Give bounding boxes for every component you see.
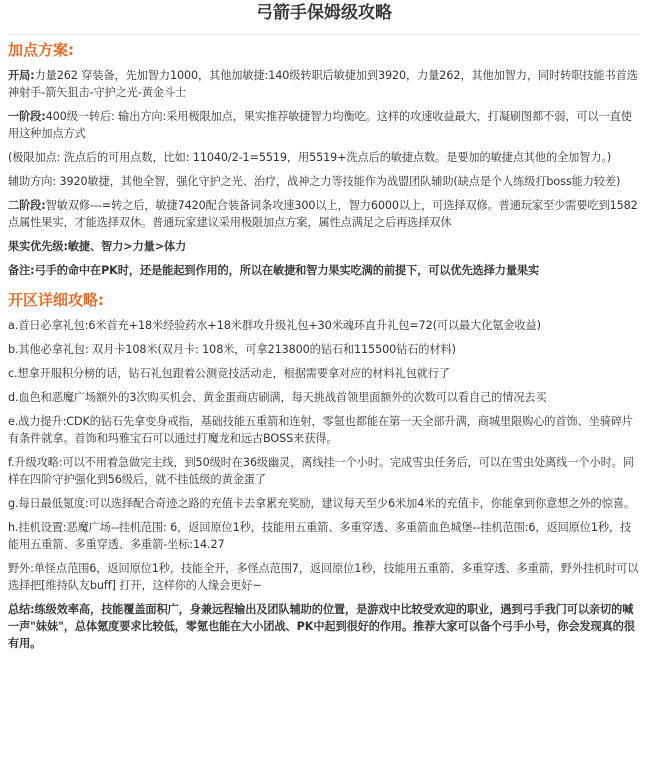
label-start: 开局: <box>8 69 35 82</box>
paragraph-start <box>8 67 640 101</box>
guide-item-b: b.其他必拿礼包: 双月卡108米(双月卡: 108米，可拿213800的钻石和115500钻石的材料) <box>8 343 456 356</box>
guide-item-e: e.战力提升:CDK的钻石先拿变身戒指，基础技能五重箭和连射，零氪也都能在第一天全部升满，商城里限购心的首饰、坐骑碎片有条件就拿。首饰和玛雅宝石可以通过打魔龙和远古BOSS来获得。 <box>8 415 634 445</box>
guide-item-g: g.每日最低氪度:可以选择配合奇迹之路的充值卡去拿累充奖励，建议每天至少6米加4米的充值卡，你能拿到你意想之外的惊喜。 <box>8 497 635 510</box>
title-divider <box>8 34 640 35</box>
paragraph-note <box>8 262 640 279</box>
paragraph-stage-one <box>8 108 640 142</box>
text-stage-one: 400级一转后: 输出方向:采用极限加点，果实推荐敏捷智力均衡吃。这样的攻速收益最大，打凝刷图都不弱，可以一直使用这种加点方式 <box>8 110 632 140</box>
section-heading-points: 加点方案: <box>8 41 74 59</box>
guide-item-field: 野外:单怪点范围6，返回原位1秒，技能全开，多怪点范围7，返回原位1秒，技能用五重箭、多重穿透、多重箭，野外挂机时可以选择把[维持队友buff] 打开，这样你的人缘会更好~ <box>8 562 639 592</box>
paragraph-limit-points: (极限加点: 洗点后的可用点数，比如: 11040/2-1=5519，用5519+洗点后的敏捷点数。是要加的敏捷点其他的全加智力。) <box>8 151 612 164</box>
guide-item-f: f.升级攻略:可以不用着急做完主线，到50级时在36级幽灵，离线挂一个小时。完成雪虫任务后，可以在雪虫处离线一个小时。同样在四阶守护强化到56级后，就不挂低级的黄金蛋了 <box>8 456 634 486</box>
guide-item-h: h.挂机设置:恶魔广场--挂机范围: 6，返回原位1秒，技能用五重箭、多重穿透、多重箭血色城堡--挂机范围:6，返回原位1秒，技能用五重箭、多重穿透、多重箭-坐标:14.27 <box>8 521 632 551</box>
text-start: 力量262 穿装备，先加智力1000，其他加敏捷:140级转职后敏捷加到3920，力量262，其他加智力，同时转职技能书首选神射手-箭矢狙击-守护之光-黄金斗士 <box>8 69 638 99</box>
paragraph-support: 辅助方向: 3920敏捷，其他全智，强化守护之光、治疗，战神之力等技能作为战盟团队辅助(缺点是个人练级打boss能力较差) <box>8 175 621 188</box>
text-note: 弓手的命中在PK时，还是能起到作用的，所以在敏捷和智力果实吃满的前提下，可以优先选择力量果实 <box>34 264 540 277</box>
guide-item-d: d.血色和恶魔广场额外的3次购买机会、黄金蛋商店刷满，每天挑战首领里面额外的次数可以看自己的情况去买 <box>8 391 547 404</box>
paragraph-stage-two <box>8 197 640 231</box>
text-stage-two: 智敏双修---=转之后，敏捷7420配合装备词条攻速300以上，智力6000以上，可选择双修。普通玩家至少需要吃到1582点属性果实，才能选择双休。普通玩家建议采用极限加点方案，属性点满足之后再选择双休 <box>8 199 638 229</box>
label-note: 备注: <box>8 264 35 277</box>
paragraph-summary: 总结:练级效率高，技能覆盖面积广，身兼远程输出及团队辅助的位置，是游戏中比较受欢迎的职业，遇到弓手我门可以亲切的喊一声"妹妹"，总体氪度要求比较低，零氪也能在大小团战、PK中起到很好的作用。推荐大家可以备个弓手小号，你会发现真的很有用。 <box>8 603 635 650</box>
guide-item-c: c.想拿开服积分榜的话，钻石礼包跟着公测竞技活动走，根据需要拿对应的材料礼包就行了 <box>8 367 450 380</box>
label-stage-two: 二阶段: <box>8 199 46 212</box>
label-stage-one: 一阶段: <box>8 110 46 123</box>
paragraph-fruit-priority: 果实优先级:敏捷、智力>力量>体力 <box>8 240 187 253</box>
article-title: 弓箭手保姆级攻略 <box>256 3 392 23</box>
guide-item-a: a.首日必拿礼包:6米首充+18米经验药水+18米群攻升级礼包+30米魂环直升礼包=72(可以最大化氪金收益) <box>8 319 541 332</box>
section-heading-guide: 开区详细攻略: <box>8 291 104 309</box>
